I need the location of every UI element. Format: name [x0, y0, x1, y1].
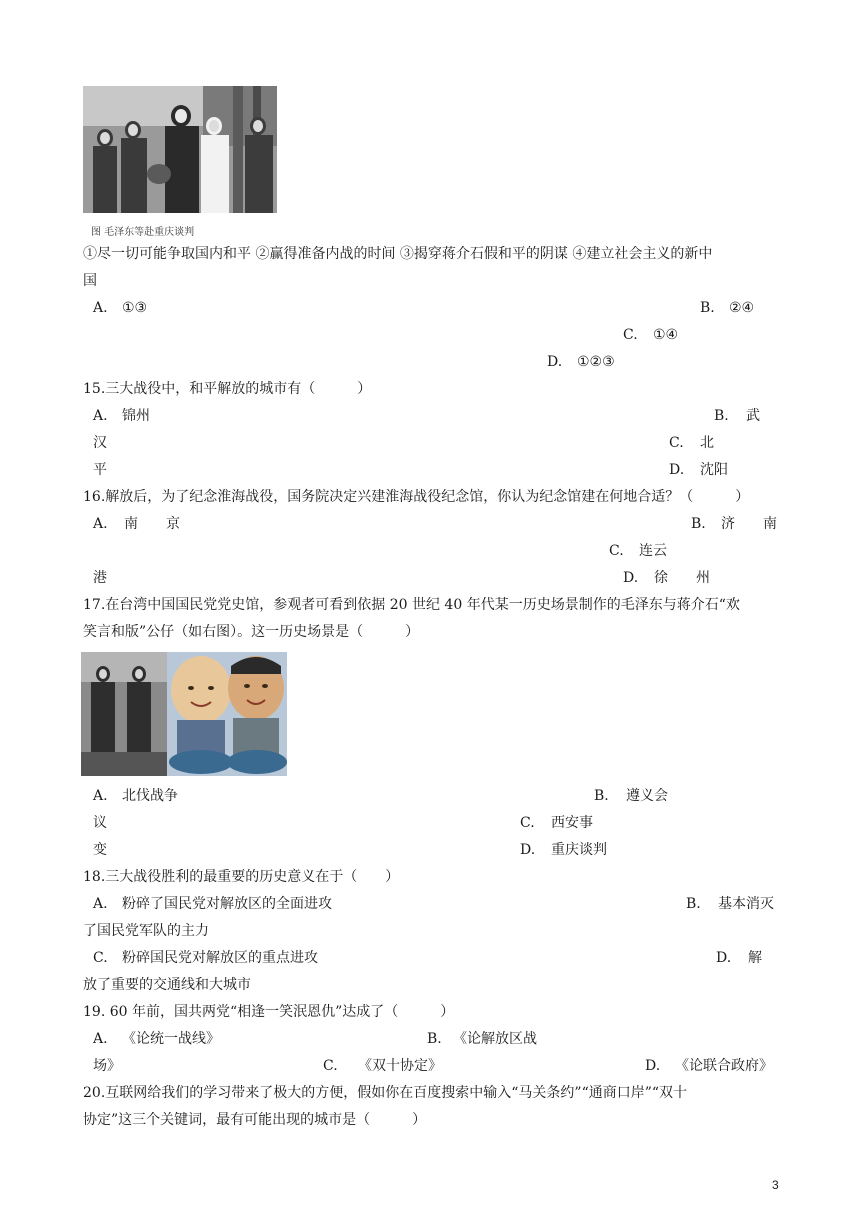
- q15-option-b-letter: B.: [714, 408, 729, 424]
- q19-option-b-letter: B.: [427, 1031, 442, 1047]
- q16-option-b-letter: B.: [691, 516, 706, 532]
- q18-option-b: 基本消灭: [718, 896, 774, 912]
- q14-statements-line1: ①尽一切可能争取国内和平 ②赢得准备内战的时间 ③揭穿蒋介石假和平的阴谋 ④建立社会主义的新中: [83, 246, 713, 262]
- q17-option-d: 重庆谈判: [551, 842, 607, 858]
- q19-option-b-wrap: 场》: [93, 1058, 121, 1074]
- q17-stem-line2: 笑言和版”公仔（如右图）。这一历史场景是（ ）: [83, 624, 420, 640]
- photo-caption: 图 毛泽东等赴重庆谈判: [91, 227, 195, 238]
- q20-stem-line2: 协定”这三个关键词，最有可能出现的城市是（ ）: [83, 1112, 427, 1128]
- q16-option-a-letter: A.: [93, 516, 108, 532]
- q15-option-b-wrap: 汉: [93, 435, 107, 451]
- q19-option-d: 《论联合政府》: [675, 1058, 773, 1074]
- q16-option-b: 济 南: [721, 516, 777, 532]
- q14-option-c-letter: C.: [623, 327, 638, 343]
- q19-option-c: 《双十协定》: [358, 1058, 442, 1074]
- q18-option-b-wrap: 了国民党军队的主力: [83, 923, 209, 939]
- q16-option-c-letter: C.: [609, 543, 624, 559]
- q16-option-c: 连云: [639, 543, 667, 559]
- q18-option-a: 粉碎了国民党对解放区的全面进攻: [122, 896, 332, 912]
- q14-option-a-letter: A.: [93, 300, 108, 316]
- q16-option-a: 南 京: [124, 516, 180, 532]
- q15-option-a: 锦州: [122, 408, 150, 424]
- q17-option-c-wrap: 变: [93, 842, 107, 858]
- q17-option-c: 西安事: [551, 815, 593, 831]
- q19-option-d-letter: D.: [645, 1058, 661, 1074]
- q14-option-d-letter: D.: [547, 354, 563, 370]
- q15-option-d: 沈阳: [700, 462, 728, 478]
- q17-option-b-wrap: 议: [93, 815, 107, 831]
- q20-stem-line1: 20.互联网给我们的学习带来了极大的方便，假如你在百度搜索中输入“马关条约”“通商口岸”“双十: [83, 1085, 688, 1101]
- q19-option-b: 《论解放区战: [453, 1031, 537, 1047]
- q19-option-a-letter: A.: [93, 1031, 108, 1047]
- q15-option-c: 北: [700, 435, 714, 451]
- q15-option-b: 武: [746, 408, 760, 424]
- page-number: 3: [772, 1178, 779, 1192]
- q19-option-c-letter: C.: [323, 1058, 338, 1074]
- q14-option-d: ①②③: [577, 354, 615, 370]
- q18-option-a-letter: A.: [93, 896, 108, 912]
- q17-stem-line1: 17.在台湾中国国民党党史馆，参观者可看到依据 20 世纪 40 年代某一历史场景制作的毛泽东与蒋介石“欢: [83, 597, 740, 613]
- q16-option-d: 徐 州: [654, 570, 710, 586]
- q14-option-b: ②④: [729, 300, 755, 316]
- q14-statements-line2: 国: [83, 273, 97, 289]
- q18-stem: 18.三大战役胜利的最重要的历史意义在于（ ）: [83, 869, 400, 885]
- q14-option-a: ①③: [122, 300, 148, 316]
- q16-option-c-wrap: 港: [93, 570, 107, 586]
- q17-option-d-letter: D.: [520, 842, 536, 858]
- q18-option-d-wrap: 放了重要的交通线和大城市: [83, 977, 251, 993]
- q18-option-c-letter: C.: [93, 950, 108, 966]
- q14-option-b-letter: B.: [700, 300, 715, 316]
- q17-option-a: 北伐战争: [122, 788, 178, 804]
- q15-option-a-letter: A.: [93, 408, 108, 424]
- q17-option-b: 遵义会: [626, 788, 668, 804]
- photo-mao-chiang-bobbleheads: [81, 652, 287, 776]
- q14-option-c: ①④: [653, 327, 679, 343]
- q16-stem: 16.解放后，为了纪念淮海战役，国务院决定兴建淮海战役纪念馆，你认为纪念馆建在何地合适？（ ）: [83, 489, 750, 505]
- q19-stem: 19. 60 年前，国共两党“相逢一笑泯恩仇”达成了（ ）: [83, 1004, 455, 1020]
- q17-option-b-letter: B.: [594, 788, 609, 804]
- photo-chongqing-negotiation: [83, 86, 277, 213]
- q18-option-d-letter: D.: [716, 950, 732, 966]
- q19-option-a: 《论统一战线》: [122, 1031, 220, 1047]
- q15-option-c-letter: C.: [669, 435, 684, 451]
- q18-option-b-letter: B.: [686, 896, 701, 912]
- q15-stem: 15.三大战役中，和平解放的城市有（ ）: [83, 381, 372, 397]
- q18-option-c: 粉碎国民党对解放区的重点进攻: [122, 950, 318, 966]
- q17-option-a-letter: A.: [93, 788, 108, 804]
- q15-option-c-wrap: 平: [93, 462, 107, 478]
- q18-option-d: 解: [748, 950, 762, 966]
- q17-option-c-letter: C.: [520, 815, 535, 831]
- q15-option-d-letter: D.: [669, 462, 685, 478]
- q16-option-d-letter: D.: [623, 570, 639, 586]
